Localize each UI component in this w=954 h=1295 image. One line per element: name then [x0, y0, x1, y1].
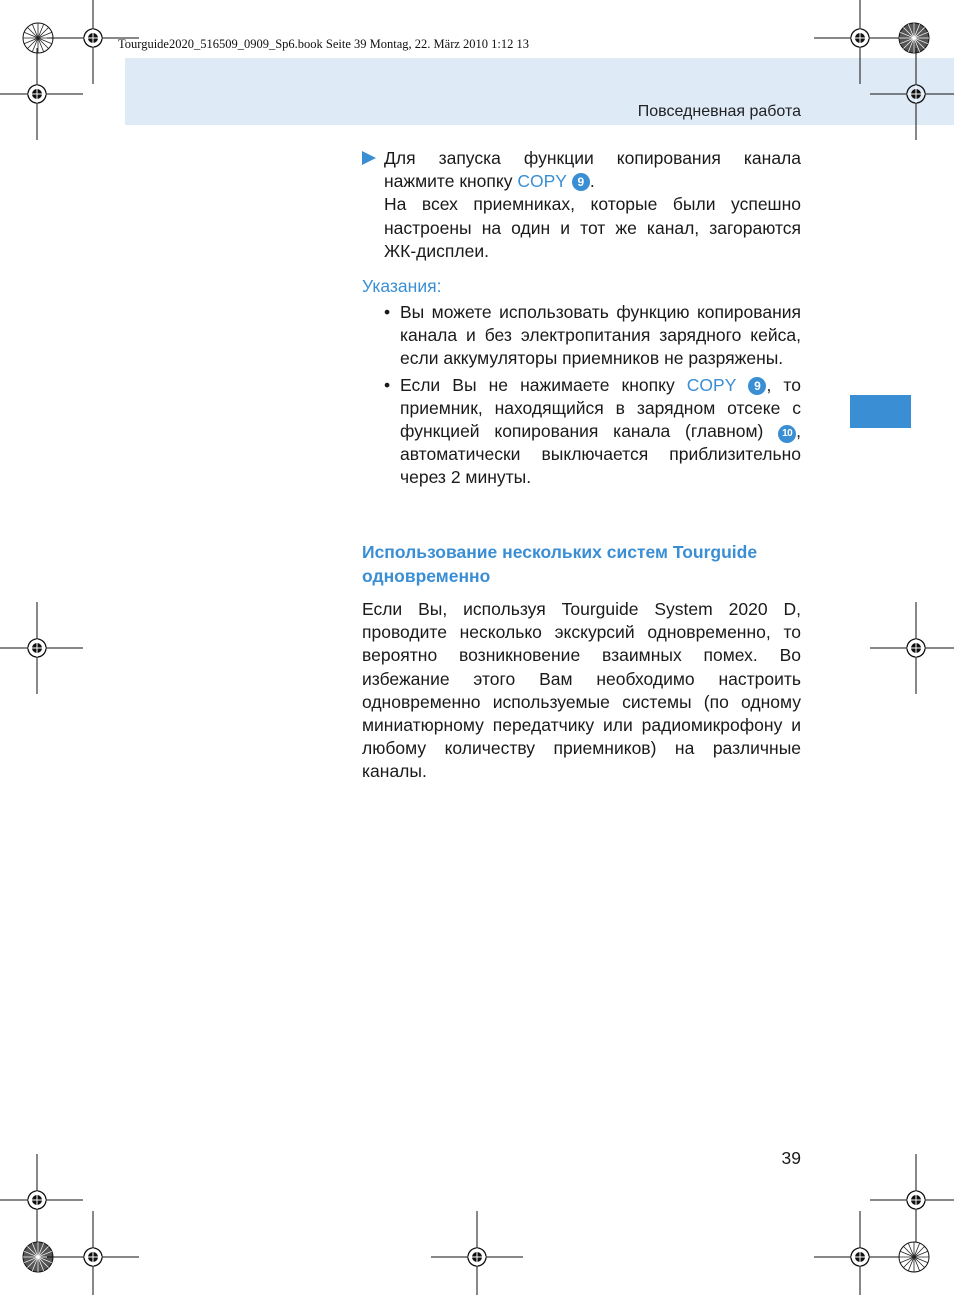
print-slug: Tourguide2020_516509_0909_Sp6.book Seite 39 Montag, 22. März 2010 1:12 13	[118, 37, 530, 51]
step-text: Для запуска функции копирования канала нажмите кнопку COPY 9 . На всех приемниках, которые были успешно настроены на один и тот же канал, загораются ЖК-дисплеи.	[384, 148, 801, 261]
callout-number-icon: 9	[572, 173, 590, 191]
notes-heading: Указания:	[362, 276, 442, 297]
copy-button-label: COPY	[686, 374, 737, 395]
note-text: Если Вы не нажимаете кнопку COPY 9 , то приемник, находящийся в зарядном отсеке с функцией копирования канала (главном) 10 , автоматически выключается приблизительно через 2 минуты.	[400, 374, 801, 488]
section-title: Повседневная работа	[637, 103, 801, 120]
callout-number-icon: 10	[778, 425, 796, 443]
bullet-icon: •	[384, 302, 391, 323]
section-heading: Использование нескольких систем Tourguide одновременно	[362, 542, 758, 586]
note-text: Вы можете использовать функцию копирования канала и без электропитания зарядного кейса, если аккумуляторы приемников не разряжены.	[400, 302, 801, 369]
copy-button-label: COPY	[517, 171, 567, 192]
step-result: На всех приемниках, которые были успешно настроены на один и тот же канал, загораются ЖК-дисплеи.	[384, 194, 801, 261]
section-body: Если Вы, используя Tourguide System 2020 D, проводите несколько экскурсий одновременно, то вероятно возникновение взаимных помех. Во избежание этого Вам необходимо настроить одновременно используемые системы (по одному миниатюрному передатчику или радиомикрофону и любому количеству приемников) на различные каналы.	[362, 599, 801, 782]
callout-number-icon: 9	[748, 377, 766, 395]
page-number: 39	[781, 1148, 801, 1168]
bullet-icon: •	[384, 374, 391, 395]
